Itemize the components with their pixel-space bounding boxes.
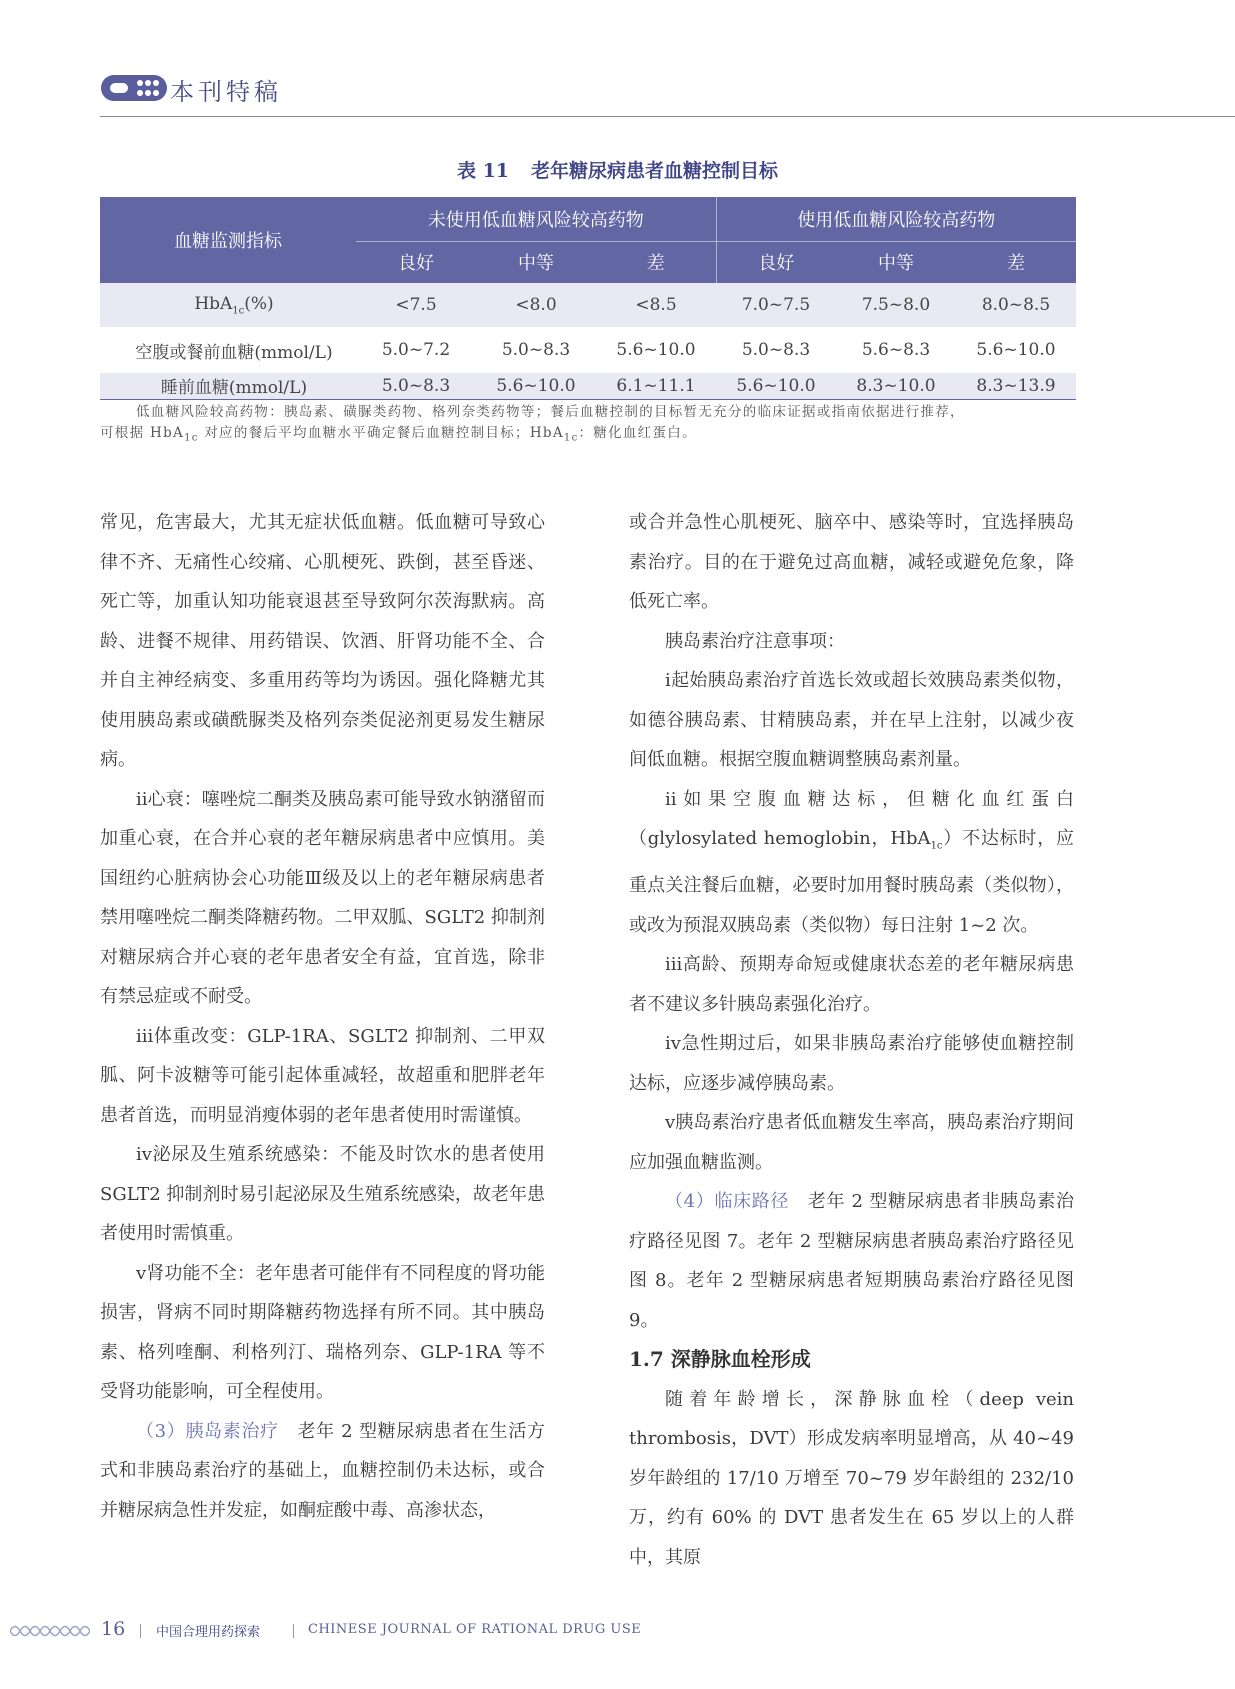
- section-title: 本刊特稿: [170, 78, 282, 106]
- paragraph: ⅲ体重改变：GLP-1RA、SGLT2 抑制剂、二甲双胍、阿卡波糖等可能引起体重减轻，故超重和肥胖老年患者首选，而明显消瘦体弱的老年患者使用时需谨慎。: [100, 1025, 545, 1126]
- row-label: 空腹或餐前血糖(mmol/L): [135, 342, 333, 363]
- table-row: [100, 283, 1076, 327]
- footer-divider: [293, 1624, 294, 1638]
- paragraph: 随着年龄增长，深静脉血栓（deep vein thrombosis，DVT）形成发病率明显增高，从 40~49 岁年龄组的 17/10 万增至 70~79 岁年龄组的 232/10 万，约有 60% 的 DVT 患者发生在 65 岁以上的人群中，其原: [629, 1388, 1074, 1568]
- table-cell: 5.0~8.3: [381, 375, 451, 396]
- header-level: 良好: [716, 241, 836, 283]
- table-cell: 5.6~8.3: [861, 340, 931, 360]
- paragraph: 或合并急性心肌梗死、脑卒中、感染等时，宜选择胰岛素治疗。目的在于避免过高血糖，减轻或避免危象，降低死亡率。: [629, 512, 1074, 612]
- header-level: 中等: [878, 253, 914, 275]
- table-caption: [0, 156, 1235, 183]
- header-divider: [100, 116, 1235, 117]
- paragraph: （3）胰岛素治疗 老年 2 型糖尿病患者在生活方式和非胰岛素治疗的基础上，血糖控制仍未达标，或合并糖尿病急性并发症，如酮症酸中毒、高渗状态，: [100, 1420, 545, 1521]
- table-cell: <8.5: [635, 295, 677, 315]
- page-footer: [10, 1618, 710, 1648]
- table-cell: <7.5: [395, 295, 437, 315]
- paragraph: ⅰ起始胰岛素治疗首选长效或超长效胰岛素类似物，如德谷胰岛素、甘精胰岛素，并在早上注射，以减少夜间低血糖。根据空腹血糖调整胰岛素剂量。: [629, 670, 1074, 770]
- table-row: [100, 327, 1076, 373]
- subsection-heading: （4）临床路径: [665, 1191, 790, 1213]
- table-row: [100, 373, 1076, 399]
- paragraph: ⅳ泌尿及生殖系统感染：不能及时饮水的患者使用 SGLT2 抑制剂时易引起泌尿及生殖系统感染，故老年患者使用时需慎重。: [100, 1144, 545, 1244]
- table-cell: 5.6~10.0: [616, 340, 696, 360]
- header-level: 差: [1007, 253, 1025, 275]
- glucose-target-table: [100, 197, 1076, 400]
- header-level: 良好: [398, 253, 434, 275]
- section-heading: 1.7 深静脉血栓形成: [629, 1347, 811, 1372]
- table-cell: 5.0~8.3: [741, 340, 811, 360]
- paragraph: ⅱ如果空腹血糖达标，但糖化血红蛋白（glylosylated hemoglobin，HbA$_{1c}$）不达标时，应重点关注餐后血糖，必要时加用餐时胰岛素（类似物），或改为预混双胰岛素（类似物）每日注射 1~2 次。: [629, 788, 1074, 936]
- table-number: 表 11: [456, 160, 510, 182]
- table-cell: 5.6~10.0: [976, 340, 1056, 360]
- page-number: 16: [101, 1618, 126, 1640]
- paragraph: ⅱ心衰：噻唑烷二酮类及胰岛素可能导致水钠潴留而加重心衰，在合并心衰的老年糖尿病患者中应慎用。美国纽约心脏病协会心功能Ⅲ级及以上的老年糖尿病患者禁用噻唑烷二酮类降糖药物。二甲双胍、SGLT2 抑制剂对糖尿病合并心衰的老年患者安全有益，宜首选，除非有禁忌症或不耐受。: [100, 788, 545, 1007]
- table-footnote: 低血糖风险较高药物：胰岛素、磺脲类药物、格列奈类药物等；餐后血糖控制的目标暂无充分的临床证据或指南依据进行推荐， 可根据 HbA$_{1c}$ 对应的餐后平均血糖水平确定餐后血糖控制目标；HbA$_{1c}$：糖化血红蛋白。: [100, 404, 965, 444]
- table-cell: 7.0~7.5: [741, 295, 811, 315]
- paragraph: ⅴ胰岛素治疗患者低血糖发生率高，胰岛素治疗期间应加强血糖监测。: [629, 1112, 1074, 1173]
- row-label: 睡前血糖(mmol/L): [160, 378, 308, 399]
- table-cell: <8.0: [515, 295, 557, 315]
- table-cell: 8.3~10.0: [856, 375, 936, 396]
- page-header: [100, 68, 1235, 108]
- wave-ornament-icon: [10, 1622, 90, 1640]
- table-cell: 8.3~13.9: [976, 375, 1056, 396]
- table-cell: 5.6~10.0: [736, 375, 816, 396]
- row-label: HbA$_{1c}$(%): [194, 293, 274, 317]
- right-column: [629, 503, 1074, 1577]
- table-title: 老年糖尿病患者血糖控制目标: [531, 160, 779, 182]
- header-level: 中等: [518, 253, 554, 275]
- header-group-without: 未使用低血糖风险较高药物: [356, 197, 716, 241]
- table-cell: 7.5~8.0: [861, 295, 931, 315]
- paragraph: ⅴ肾功能不全：老年患者可能伴有不同程度的肾功能损害，肾病不同时期降糖药物选择有所不同。其中胰岛素、格列喹酮、利格列汀、瑞格列奈、GLP-1RA 等不受肾功能影响，可全程使用。: [100, 1262, 545, 1402]
- paragraph: ⅲ高龄、预期寿命短或健康状态差的老年糖尿病患者不建议多针胰岛素强化治疗。: [629, 954, 1074, 1015]
- table-cell: 5.0~7.2: [381, 340, 451, 360]
- table-cell: 5.6~10.0: [496, 375, 576, 396]
- journal-name-en: CHINESE JOURNAL OF RATIONAL DRUG USE: [308, 1622, 642, 1637]
- header-group-with: 使用低血糖风险较高药物: [716, 197, 1076, 241]
- paragraph: ⅳ急性期过后，如果非胰岛素治疗能够使血糖控制达标，应逐步减停胰岛素。: [629, 1033, 1074, 1094]
- table-cell: 6.1~11.1: [616, 375, 696, 396]
- table-header-row: [100, 197, 1076, 241]
- header-level: 差: [646, 253, 665, 275]
- footer-divider: [140, 1624, 141, 1638]
- paragraph: 胰岛素治疗注意事项：: [665, 630, 845, 652]
- journal-logo-icon: [100, 74, 168, 102]
- paragraph: （4）临床路径 老年 2 型糖尿病患者非胰岛素治疗路径见图 7。老年 2 型糖尿病患者胰岛素治疗路径见图 8。老年 2 型糖尿病患者短期胰岛素治疗路径见图 9。: [629, 1191, 1075, 1331]
- subsection-heading: （3）胰岛素治疗: [136, 1420, 279, 1442]
- table-cell: 8.0~8.5: [981, 295, 1051, 315]
- journal-name-cn: 中国合理用药探索: [156, 1625, 261, 1640]
- paragraph: 常见，危害最大，尤其无症状低血糖。低血糖可导致心律不齐、无痛性心绞痛、心肌梗死、跌倒，甚至昏迷、死亡等，加重认知功能衰退甚至导致阿尔茨海默病。高龄、进餐不规律、用药错误、饮酒、肝肾功能不全、合并自主神经病变、多重用药等均为诱因。强化降糖尤其使用胰岛素或磺酰脲类及格列奈类促泌剂更易发生糖尿病。: [100, 512, 545, 770]
- table-cell: 5.0~8.3: [501, 340, 571, 360]
- header-metric: 血糖监测指标: [174, 231, 282, 252]
- left-column: [100, 503, 545, 1530]
